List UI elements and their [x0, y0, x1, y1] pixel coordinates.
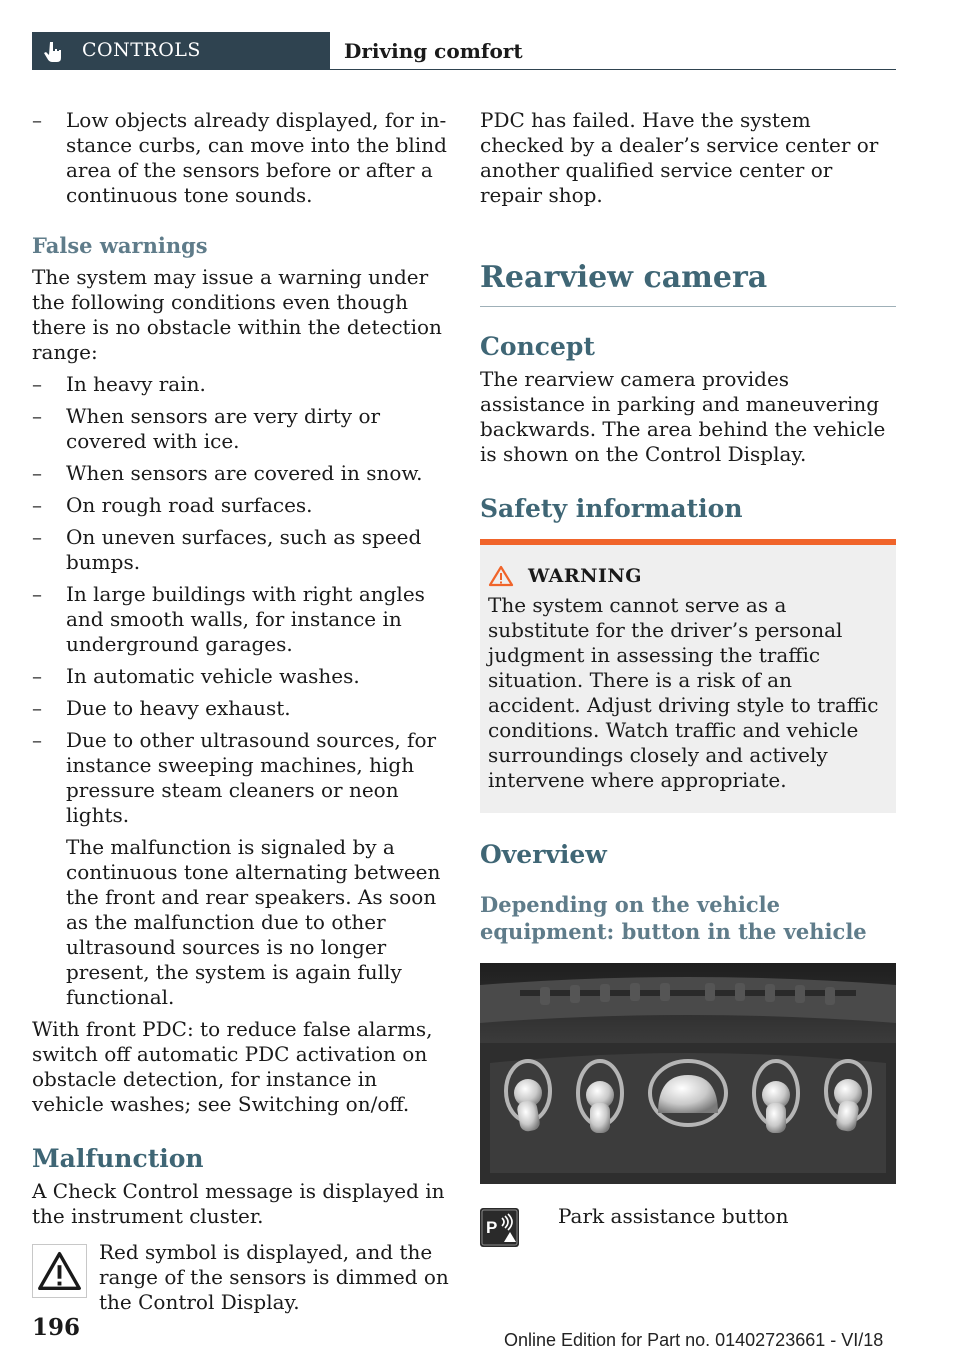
- list-item: – In automatic vehicle washes.: [32, 664, 450, 689]
- list-item: – Due to other ultrasound sources, for instance sweeping machines, high pressure steam cleaners or neon lights.: [32, 728, 450, 828]
- overview-heading: Overview: [480, 840, 607, 869]
- false-warnings-heading: False warnings: [32, 233, 208, 258]
- concept-text: The rearview camera provides assistance in parking and maneuvering backwards. The area behind the vehicle is shown on the Control Display.: [480, 367, 886, 466]
- list-item: – On uneven surfaces, such as speed bumps.: [32, 525, 450, 575]
- park-assist-button-icon: [480, 1208, 519, 1247]
- list-item: – When sensors are covered in snow.: [32, 461, 450, 486]
- chapter-header-title: Driving comfort: [344, 39, 523, 63]
- page-header: [32, 32, 896, 70]
- chapter-title: Rearview camera: [480, 260, 768, 295]
- red-symbol-row: [32, 1240, 450, 1320]
- pdc-failed-text: PDC has failed. Have the system checked by a dealer’s service center or another qualified service center or repair shop.: [480, 108, 879, 207]
- warning-text: The system cannot serve as a substitute for the driver’s personal judgment in assessing the traffic situation. There is a risk of an accident. Adjust driving style to traffic conditions. Watch traffic and vehicle surroundings closely and actively intervene where appropriate.: [488, 593, 879, 792]
- list-item: – Low objects already displayed, for instance curbs, can move into the blind area of the sensors before or after a continuous tone sounds.: [32, 108, 450, 208]
- red-symbol-text: Red symbol is displayed, and the range of the sensors is dimmed on the Control Display.: [99, 1240, 449, 1314]
- warning-triangle-icon: [488, 565, 514, 587]
- equipment-subheading: Depending on the vehicle equipment: button in the vehicle: [480, 892, 867, 944]
- list-item: – On rough road surfaces.: [32, 493, 450, 518]
- concept-heading: Concept: [480, 332, 595, 361]
- header-rule: [330, 69, 896, 70]
- safety-heading: Safety information: [480, 494, 743, 523]
- warning-triangle-icon: [32, 1244, 87, 1298]
- section-tab: [32, 32, 330, 70]
- right-column: [480, 108, 896, 1250]
- page-number: 196: [32, 1314, 81, 1341]
- list-item: – In large buildings with right angles and smooth walls, for instance in underground garages.: [32, 582, 450, 657]
- intro-list: [32, 108, 450, 208]
- false-warnings-list: [32, 372, 450, 828]
- chapter-rule: [480, 306, 896, 307]
- malfunction-heading: Malfunction: [32, 1144, 204, 1173]
- malfunction-signal-text: The malfunction is signaled by a continuous tone alternating between the front and rear speakers. As soon as the malfunction due to other ultrasound sources is no longer present, the system is again fully functional.: [66, 835, 441, 1009]
- list-item: – Due to heavy exhaust.: [32, 696, 450, 721]
- warning-title: WARNING: [528, 565, 643, 587]
- park-assist-label: Park assistance button: [558, 1204, 789, 1228]
- warning-head: [488, 565, 888, 587]
- false-warnings-intro: The system may issue a warning under the following conditions even though there is no obstacle within the detection range:: [32, 265, 442, 364]
- edition-footer: Online Edition for Part no. 01402723661 - VI/18: [504, 1330, 884, 1350]
- front-pdc-note: With front PDC: to reduce false alarms, switch off automatic PDC activation on obstacle detection, for instance in vehicle washes; see Switching on/off.: [32, 1017, 433, 1116]
- pointing-hand-icon: [44, 41, 62, 63]
- center-console-photo: [480, 963, 896, 1184]
- console-switches-image: [480, 963, 896, 1184]
- warning-box: [480, 539, 896, 813]
- list-item: – In heavy rain.: [32, 372, 450, 397]
- left-column: [32, 108, 450, 1320]
- malfunction-text: A Check Control message is displayed in the instrument cluster.: [32, 1179, 445, 1228]
- svg-text:P: P: [486, 1218, 498, 1237]
- park-assist-row: [480, 1204, 896, 1250]
- list-item: – When sensors are very dirty or covered with ice.: [32, 404, 450, 454]
- section-label: CONTROLS: [82, 39, 201, 61]
